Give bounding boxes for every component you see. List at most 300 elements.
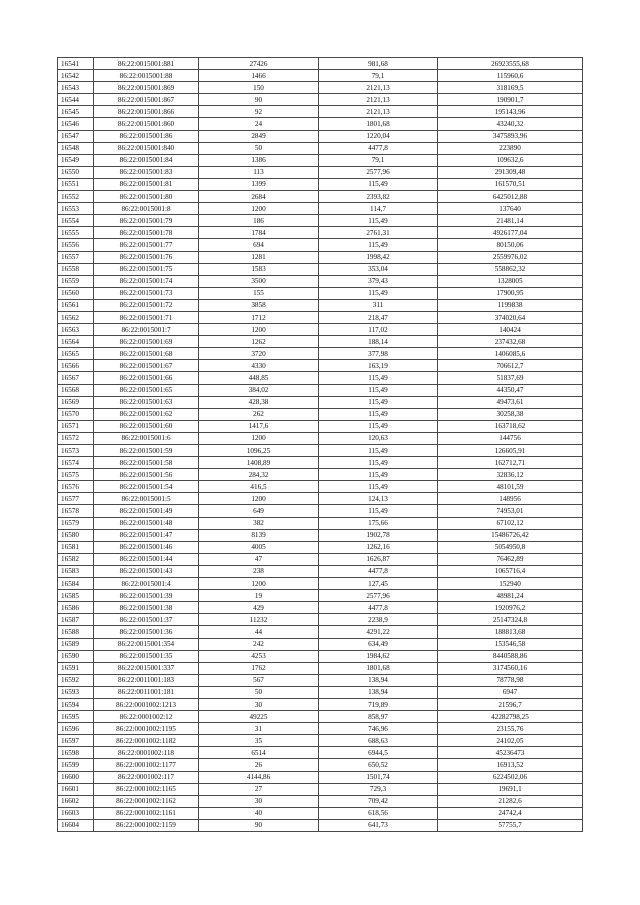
row-number-cell: 16593 [58,686,94,698]
cadastral-value-cell: 6224502,06 [438,771,583,783]
row-number-cell: 16596 [58,723,94,735]
cadastral-number-cell: 86:22:0015001:80 [94,191,199,203]
table-row [58,626,583,638]
cadastral-number-cell: 86:22:0015001:840 [94,142,199,154]
cadastral-number-cell: 86:22:0015001:72 [94,299,199,311]
area-cell: 30 [199,795,319,807]
row-number-cell: 16560 [58,287,94,299]
row-number-cell: 16601 [58,783,94,795]
table-row [58,384,583,396]
unit-value-cell: 4291,22 [319,626,438,638]
cadastral-number-cell: 86:22:0015001:44 [94,553,199,565]
cadastral-value-cell: 1199838 [438,299,583,311]
table-row [58,529,583,541]
unit-value-cell: 138,94 [319,674,438,686]
area-cell: 49225 [199,711,319,723]
cadastral-value-cell: 109632,6 [438,154,583,166]
row-number-cell: 16579 [58,517,94,529]
area-cell: 1281 [199,251,319,263]
cadastral-value-cell: 23155,76 [438,723,583,735]
unit-value-cell: 115,49 [319,469,438,481]
area-cell: 186 [199,215,319,227]
table-row [58,735,583,747]
table-row [58,517,583,529]
row-number-cell: 16548 [58,142,94,154]
cadastral-value-cell: 4926177,04 [438,227,583,239]
unit-value-cell: 1801,68 [319,662,438,674]
cadastral-value-cell: 32836,12 [438,469,583,481]
table-row [58,396,583,408]
cadastral-number-cell: 86:22:0011001:183 [94,674,199,686]
row-number-cell: 16575 [58,469,94,481]
cadastral-number-cell: 86:22:0015001:69 [94,336,199,348]
table-row [58,58,583,70]
cadastral-value-cell: 3174560,16 [438,662,583,674]
cadastral-value-cell: 318169,5 [438,82,583,94]
cadastral-number-cell: 86:22:0015001:867 [94,94,199,106]
table-row [58,445,583,457]
area-cell: 2684 [199,191,319,203]
cadastral-number-cell: 86:22:0015001:71 [94,311,199,323]
area-cell: 27 [199,783,319,795]
table-row [58,408,583,420]
area-cell: 238 [199,565,319,577]
unit-value-cell: 115,49 [319,239,438,251]
cadastral-value-cell: 67102,12 [438,517,583,529]
cadastral-number-cell: 86:22:0001002:1182 [94,735,199,747]
cadastral-number-cell: 86:22:0015001:5 [94,493,199,505]
unit-value-cell: 114,7 [319,203,438,215]
area-cell: 90 [199,819,319,831]
area-cell: 3720 [199,348,319,360]
cadastral-value-cell: 74953,01 [438,505,583,517]
row-number-cell: 16594 [58,698,94,710]
table-row [58,711,583,723]
cadastral-value-cell: 16913,52 [438,759,583,771]
cadastral-value-cell: 78778,98 [438,674,583,686]
unit-value-cell: 1501,74 [319,771,438,783]
area-cell: 24 [199,118,319,130]
row-number-cell: 16544 [58,94,94,106]
area-cell: 113 [199,166,319,178]
area-cell: 90 [199,94,319,106]
table-row [58,590,583,602]
area-cell: 1096,25 [199,445,319,457]
cadastral-number-cell: 86:22:0015001:39 [94,590,199,602]
cadastral-value-cell: 2559976,02 [438,251,583,263]
cadastral-number-cell: 86:22:0015001:79 [94,215,199,227]
unit-value-cell: 2121,13 [319,106,438,118]
cadastral-number-cell: 86:22:0015001:4 [94,578,199,590]
area-cell: 2849 [199,130,319,142]
cadastral-value-cell: 57755,7 [438,819,583,831]
table-row [58,638,583,650]
cadastral-value-cell: 51837,69 [438,372,583,384]
cadastral-number-cell: 86:22:0015001:74 [94,275,199,287]
row-number-cell: 16558 [58,263,94,275]
area-cell: 50 [199,142,319,154]
area-cell: 4330 [199,360,319,372]
table-row [58,311,583,323]
cadastral-value-cell: 152940 [438,578,583,590]
area-cell: 6514 [199,747,319,759]
unit-value-cell: 115,49 [319,481,438,493]
unit-value-cell: 163,19 [319,360,438,372]
row-number-cell: 16556 [58,239,94,251]
area-cell: 19 [199,590,319,602]
cadastral-number-cell: 86:22:0015001:869 [94,82,199,94]
cadastral-value-cell: 374020,64 [438,311,583,323]
cadastral-number-cell: 86:22:0015001:35 [94,650,199,662]
unit-value-cell: 1801,68 [319,118,438,130]
cadastral-value-cell: 48101,59 [438,481,583,493]
unit-value-cell: 79,1 [319,70,438,82]
row-number-cell: 16598 [58,747,94,759]
area-cell: 1466 [199,70,319,82]
unit-value-cell: 719,89 [319,698,438,710]
table-row [58,469,583,481]
area-cell: 4253 [199,650,319,662]
row-number-cell: 16574 [58,457,94,469]
cadastral-number-cell: 86:22:0015001:86 [94,130,199,142]
cadastral-number-cell: 86:22:0015001:337 [94,662,199,674]
row-number-cell: 16563 [58,324,94,336]
table-row [58,541,583,553]
cadastral-value-cell: 163718,62 [438,420,583,432]
area-cell: 92 [199,106,319,118]
table-row [58,324,583,336]
row-number-cell: 16591 [58,662,94,674]
table-row [58,348,583,360]
row-number-cell: 16562 [58,311,94,323]
unit-value-cell: 858,97 [319,711,438,723]
cadastral-value-cell: 137640 [438,203,583,215]
table-row [58,481,583,493]
row-number-cell: 16559 [58,275,94,287]
cadastral-value-cell: 148956 [438,493,583,505]
table-row [58,299,583,311]
unit-value-cell: 729,3 [319,783,438,795]
row-number-cell: 16550 [58,166,94,178]
row-number-cell: 16604 [58,819,94,831]
cadastral-value-cell: 21282,6 [438,795,583,807]
cadastral-value-cell: 24742,4 [438,807,583,819]
table-row [58,493,583,505]
cadastral-number-cell: 86:22:0001002:118 [94,747,199,759]
row-number-cell: 16543 [58,82,94,94]
cadastral-number-cell: 86:22:0015001:7 [94,324,199,336]
cadastral-number-cell: 86:22:0015001:60 [94,420,199,432]
cadastral-value-cell: 21596,7 [438,698,583,710]
unit-value-cell: 115,49 [319,505,438,517]
row-number-cell: 16585 [58,590,94,602]
area-cell: 1784 [199,227,319,239]
cadastral-number-cell: 86:22:0015001:77 [94,239,199,251]
cadastral-value-cell: 237432,68 [438,336,583,348]
unit-value-cell: 1998,42 [319,251,438,263]
table-row [58,166,583,178]
cadastral-number-cell: 86:22:0015001:67 [94,360,199,372]
unit-value-cell: 115,49 [319,420,438,432]
unit-value-cell: 746,96 [319,723,438,735]
area-cell: 1712 [199,311,319,323]
area-cell: 428,38 [199,396,319,408]
area-cell: 567 [199,674,319,686]
row-number-cell: 16603 [58,807,94,819]
table-row [58,553,583,565]
cadastral-number-cell: 86:22:0001002:1165 [94,783,199,795]
table-row [58,759,583,771]
table-row [58,82,583,94]
row-number-cell: 16555 [58,227,94,239]
area-cell: 1200 [199,493,319,505]
table-row [58,191,583,203]
table-row [58,505,583,517]
table-row [58,795,583,807]
cadastral-number-cell: 86:22:0001002:1162 [94,795,199,807]
cadastral-number-cell: 86:22:0015001:881 [94,58,199,70]
unit-value-cell: 1902,78 [319,529,438,541]
area-cell: 150 [199,82,319,94]
cadastral-number-cell: 86:22:0001002:1213 [94,698,199,710]
table-row [58,227,583,239]
area-cell: 50 [199,686,319,698]
table-row [58,239,583,251]
row-number-cell: 16599 [58,759,94,771]
unit-value-cell: 79,1 [319,154,438,166]
table-row [58,287,583,299]
cadastral-number-cell: 86:22:0001002:1195 [94,723,199,735]
cadastral-number-cell: 86:22:0015001:68 [94,348,199,360]
unit-value-cell: 1984,62 [319,650,438,662]
area-cell: 1408,89 [199,457,319,469]
unit-value-cell: 981,68 [319,58,438,70]
cadastral-value-cell: 1920976,2 [438,602,583,614]
cadastral-number-cell: 86:22:0015001:83 [94,166,199,178]
table-row [58,771,583,783]
cadastral-number-cell: 86:22:0015001:48 [94,517,199,529]
unit-value-cell: 353,04 [319,263,438,275]
cadastral-value-cell: 43240,32 [438,118,583,130]
cadastral-value-cell: 161570,51 [438,178,583,190]
table-row [58,578,583,590]
row-number-cell: 16545 [58,106,94,118]
row-number-cell: 16584 [58,578,94,590]
area-cell: 35 [199,735,319,747]
row-number-cell: 16568 [58,384,94,396]
cadastral-value-cell: 6425012,88 [438,191,583,203]
area-cell: 3500 [199,275,319,287]
area-cell: 1386 [199,154,319,166]
table-row [58,723,583,735]
row-number-cell: 16597 [58,735,94,747]
cadastral-value-cell: 48981,24 [438,590,583,602]
cadastral-value-cell: 558862,32 [438,263,583,275]
area-cell: 1399 [199,178,319,190]
row-number-cell: 16565 [58,348,94,360]
cadastral-value-cell: 291309,48 [438,166,583,178]
unit-value-cell: 115,49 [319,396,438,408]
area-cell: 44 [199,626,319,638]
unit-value-cell: 4477,8 [319,142,438,154]
unit-value-cell: 311 [319,299,438,311]
row-number-cell: 16576 [58,481,94,493]
cadastral-number-cell: 86:22:0015001:88 [94,70,199,82]
unit-value-cell: 2121,13 [319,82,438,94]
table-row [58,674,583,686]
table-row [58,130,583,142]
table-row [58,118,583,130]
unit-value-cell: 2761,31 [319,227,438,239]
row-number-cell: 16551 [58,178,94,190]
cadastral-number-cell: 86:22:0015001:6 [94,432,199,444]
table-row [58,154,583,166]
unit-value-cell: 138,94 [319,686,438,698]
cadastral-number-cell: 86:22:0015001:8 [94,203,199,215]
table-row [58,106,583,118]
area-cell: 40 [199,807,319,819]
cadastral-number-cell: 86:22:0015001:75 [94,263,199,275]
row-number-cell: 16587 [58,614,94,626]
cadastral-number-cell: 86:22:0015001:65 [94,384,199,396]
unit-value-cell: 4477,8 [319,602,438,614]
table-row [58,807,583,819]
cadastral-number-cell: 86:22:0015001:73 [94,287,199,299]
row-number-cell: 16542 [58,70,94,82]
cadastral-number-cell: 86:22:0015001:46 [94,541,199,553]
table-row [58,336,583,348]
table-row [58,251,583,263]
unit-value-cell: 1220,04 [319,130,438,142]
cadastral-number-cell: 86:22:0001002:117 [94,771,199,783]
unit-value-cell: 115,49 [319,215,438,227]
cadastral-number-cell: 86:22:0015001:354 [94,638,199,650]
table-row [58,565,583,577]
cadastral-number-cell: 86:22:0015001:76 [94,251,199,263]
area-cell: 47 [199,553,319,565]
cadastral-value-cell: 162712,71 [438,457,583,469]
cadastral-value-cell: 17900,95 [438,287,583,299]
cadastral-value-cell: 15486726,42 [438,529,583,541]
area-cell: 1200 [199,432,319,444]
area-cell: 1200 [199,203,319,215]
cadastral-number-cell: 86:22:0001002:12 [94,711,199,723]
table-row [58,602,583,614]
table-row [58,275,583,287]
row-number-cell: 16571 [58,420,94,432]
row-number-cell: 16546 [58,118,94,130]
unit-value-cell: 688,63 [319,735,438,747]
area-cell: 416,5 [199,481,319,493]
area-cell: 1583 [199,263,319,275]
table-row [58,178,583,190]
unit-value-cell: 377,98 [319,348,438,360]
table-row [58,614,583,626]
table-row [58,783,583,795]
row-number-cell: 16552 [58,191,94,203]
area-cell: 8139 [199,529,319,541]
row-number-cell: 16590 [58,650,94,662]
unit-value-cell: 2238,9 [319,614,438,626]
area-cell: 694 [199,239,319,251]
table-body [58,58,583,832]
area-cell: 11232 [199,614,319,626]
area-cell: 1262 [199,336,319,348]
unit-value-cell: 2577,96 [319,166,438,178]
area-cell: 1417,6 [199,420,319,432]
unit-value-cell: 4477,8 [319,565,438,577]
area-cell: 649 [199,505,319,517]
row-number-cell: 16541 [58,58,94,70]
area-cell: 31 [199,723,319,735]
area-cell: 30 [199,698,319,710]
cadastral-value-cell: 19691,1 [438,783,583,795]
area-cell: 26 [199,759,319,771]
row-number-cell: 16580 [58,529,94,541]
cadastral-number-cell: 86:22:0015001:56 [94,469,199,481]
cadastral-value-cell: 42282798,25 [438,711,583,723]
area-cell: 1762 [199,662,319,674]
area-cell: 3858 [199,299,319,311]
area-cell: 382 [199,517,319,529]
row-number-cell: 16557 [58,251,94,263]
cadastral-number-cell: 86:22:0001002:1177 [94,759,199,771]
cadastral-value-cell: 76462,89 [438,553,583,565]
table-row [58,360,583,372]
row-number-cell: 16569 [58,396,94,408]
unit-value-cell: 6944,5 [319,747,438,759]
cadastral-value-cell: 30258,38 [438,408,583,420]
row-number-cell: 16572 [58,432,94,444]
cadastral-number-cell: 86:22:0015001:58 [94,457,199,469]
unit-value-cell: 115,49 [319,287,438,299]
cadastral-value-cell: 1406085,6 [438,348,583,360]
cadastral-number-cell: 86:22:0015001:38 [94,602,199,614]
cadastral-value-cell: 190901,7 [438,94,583,106]
table-row [58,686,583,698]
cadastral-value-cell: 26923555,68 [438,58,583,70]
area-cell: 262 [199,408,319,420]
unit-value-cell: 634,49 [319,638,438,650]
table-row [58,70,583,82]
cadastral-value-cell: 140424 [438,324,583,336]
unit-value-cell: 218,47 [319,311,438,323]
area-cell: 1200 [199,324,319,336]
cadastral-number-cell: 86:22:0001002:1159 [94,819,199,831]
unit-value-cell: 709,42 [319,795,438,807]
cadastral-value-cell: 6947 [438,686,583,698]
cadastral-value-cell: 5054950,8 [438,541,583,553]
unit-value-cell: 115,49 [319,372,438,384]
row-number-cell: 16589 [58,638,94,650]
row-number-cell: 16583 [58,565,94,577]
area-cell: 4005 [199,541,319,553]
cadastral-number-cell: 86:22:0015001:63 [94,396,199,408]
cadastral-value-cell: 21481,14 [438,215,583,227]
cadastral-value-cell: 223890 [438,142,583,154]
cadastral-number-cell: 86:22:0015001:49 [94,505,199,517]
row-number-cell: 16573 [58,445,94,457]
cadastral-number-cell: 86:22:0015001:47 [94,529,199,541]
cadastral-number-cell: 86:22:0011001:181 [94,686,199,698]
table-row [58,662,583,674]
unit-value-cell: 2121,13 [319,94,438,106]
row-number-cell: 16582 [58,553,94,565]
cadastral-number-cell: 86:22:0015001:84 [94,154,199,166]
cadastral-number-cell: 86:22:0015001:78 [94,227,199,239]
area-cell: 1200 [199,578,319,590]
row-number-cell: 16570 [58,408,94,420]
